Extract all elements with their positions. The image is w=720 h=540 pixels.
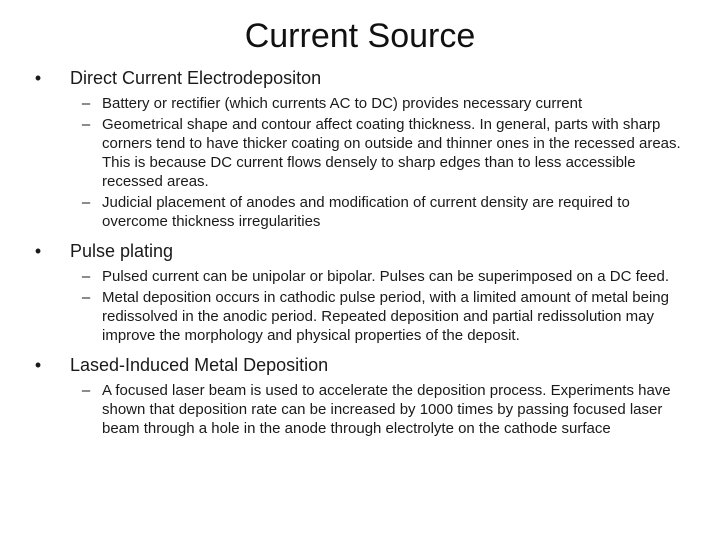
bullet-item-direct-current [28,66,698,90]
sub-item [28,381,698,438]
bullet-icon: • [34,68,42,88]
bullet-item-pulse-plating [28,239,698,263]
sub-item [28,115,698,191]
sub-item [28,267,698,286]
sub-item-text: Metal deposition occurs in cathodic pulse period, with a limited amount of metal being redissolved in the anodic period. Repeated deposition and partial redissolution may improve the morphology and physical properties of the deposit. [102,289,669,344]
dash-icon: – [81,289,91,306]
sub-list-laser-induced [28,381,698,438]
sub-item-text: A focused laser beam is used to accelerate the deposition process. Experiments have shown that deposition rate can be increased by 1000 times by passing focused laser beam through a hole in the anode through electrolyte on the cathode surface [102,382,671,437]
sub-item [28,94,698,113]
bullet-text: Direct Current Electrodepositon [70,68,322,88]
dash-icon: – [81,95,91,112]
dash-icon: – [81,194,91,211]
sub-item-text: Pulsed current can be unipolar or bipolar. Pulses can be superimposed on a DC feed. [102,268,670,285]
bullet-text: Pulse plating [70,241,174,261]
slide-title: Current Source [244,17,476,55]
bullet-text: Lased-Induced Metal Deposition [70,355,329,375]
sub-item-text: Battery or rectifier (which currents AC to DC) provides necessary current [102,95,583,112]
sub-item [28,193,698,231]
dash-icon: – [81,382,91,399]
sub-list-direct-current [28,94,698,231]
dash-icon: – [81,268,91,285]
dash-icon: – [81,116,91,133]
sub-item-text: Geometrical shape and contour affect coating thickness. In general, parts with sharp corners tend to have thicker coating on outside and thinner ones in the recessed areas. This is because DC current flows densely to sharp edges than to less accessible recessed areas. [102,116,681,190]
sub-item-text: Judicial placement of anodes and modification of current density are required to overcome thickness irregularities [102,194,630,230]
bullet-icon: • [34,241,42,261]
slide-content [28,66,698,446]
bullet-item-laser-induced [28,353,698,377]
bullet-icon: • [34,355,42,375]
sub-item [28,288,698,345]
sub-list-pulse-plating [28,267,698,345]
